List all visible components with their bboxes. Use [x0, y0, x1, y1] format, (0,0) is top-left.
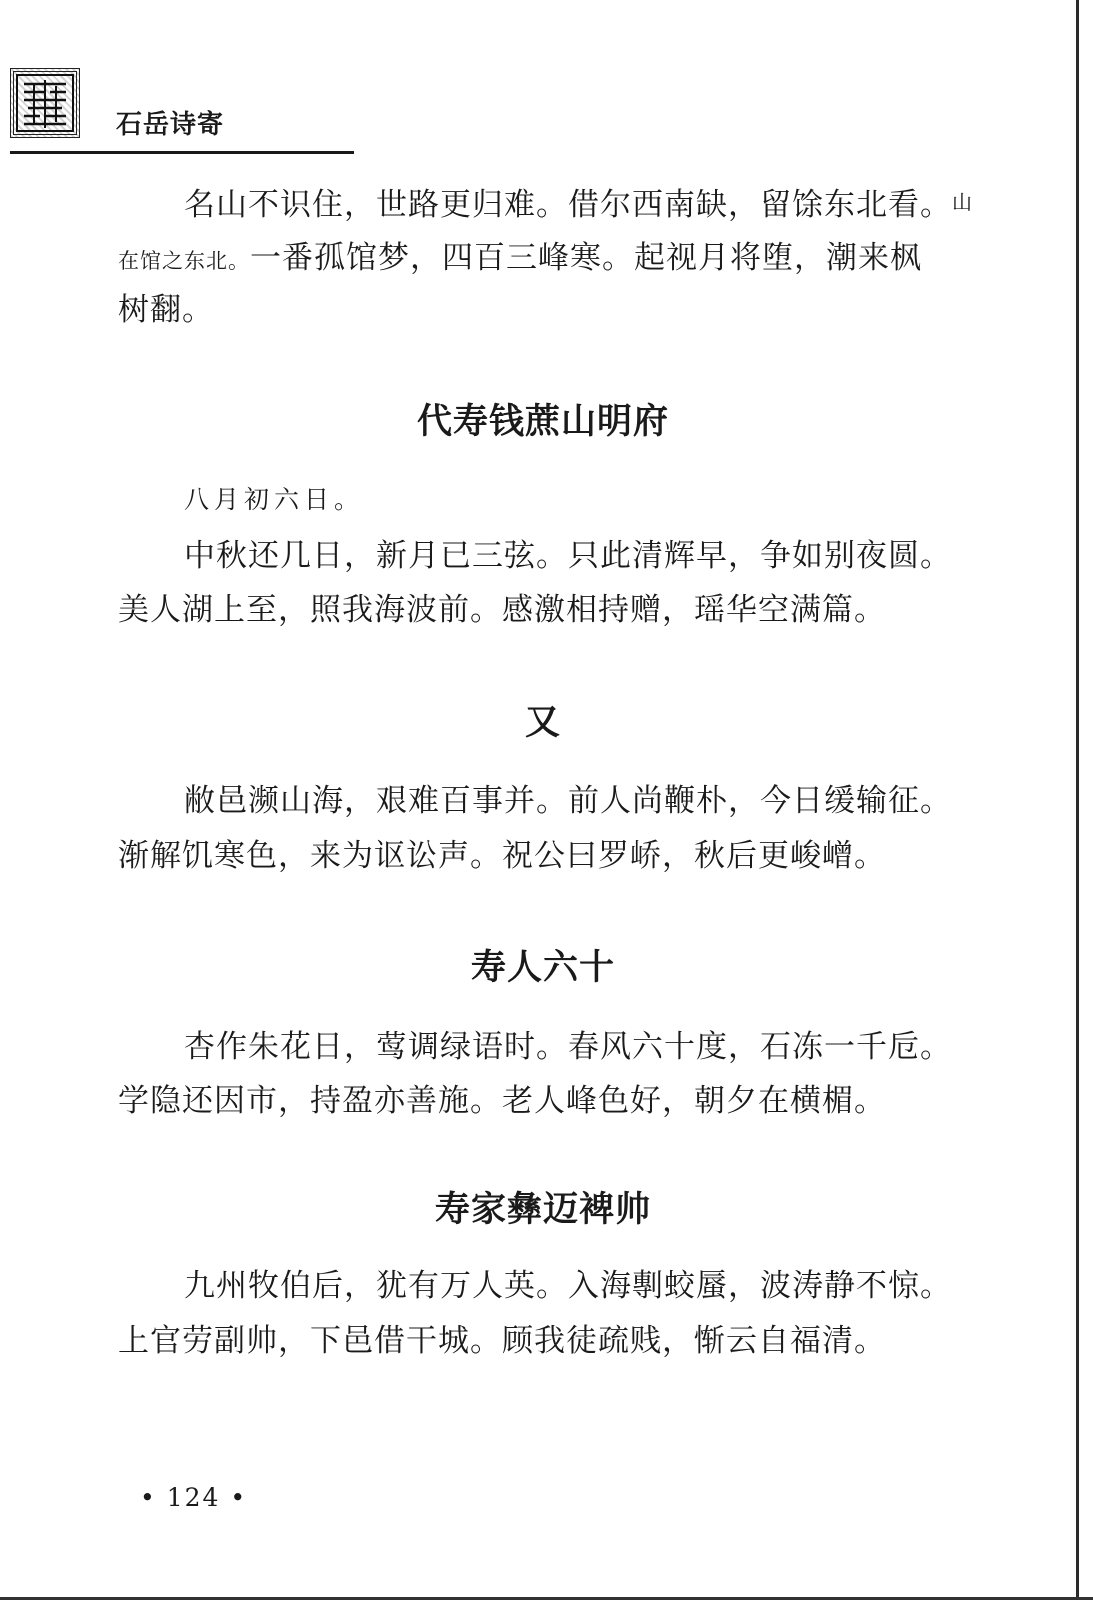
- poem2-line1: 中秋还几日，新月已三弦。只此清辉早，争如别夜圆。: [184, 538, 952, 574]
- poem1-line1-text: 名山不识住，世路更归难。借尔西南缺，留馀东北看。: [184, 187, 952, 223]
- poem2-title: 代寿钱蔗山明府: [416, 402, 669, 442]
- poem2-line2: 美人湖上至，照我海波前。感激相持赠，瑶华空满篇。: [118, 592, 886, 628]
- poem1-line1: [184, 182, 973, 225]
- poem3-title: 又: [524, 703, 561, 743]
- poem4-title: 寿人六十: [470, 948, 615, 988]
- poem3-line2: 渐解饥寒色，来为讴讼声。祝公曰罗峤，秋后更峻嶒。: [118, 838, 886, 874]
- poem1-note-b: 在馆之东北。: [118, 249, 250, 273]
- running-head-title: 石岳诗寄: [116, 110, 225, 140]
- poem3-line1: 敝邑濒山海，艰难百事并。前人尚鞭朴，今日缓输征。: [184, 783, 952, 819]
- poem1-note-a: 山: [952, 190, 973, 214]
- page-number: • 124 •: [140, 1483, 248, 1512]
- poem5-line1: 九州牧伯后，犹有万人英。入海剸蛟蜃，波涛静不惊。: [184, 1268, 952, 1304]
- poem4-line1: 杏作朱花日，莺调绿语时。春风六十度，石冻一千卮。: [184, 1029, 952, 1065]
- poem1-line2-text: 一番孤馆梦，四百三峰寒。起视月将堕，潮来枫: [250, 240, 922, 276]
- poem1-line3: 树翻。: [118, 292, 214, 328]
- page-edge-line: [1076, 0, 1079, 1600]
- seal-stamp-icon: [10, 68, 80, 138]
- poem5-line2: 上官劳副帅，下邑借干城。顾我徒疏贱，惭云自福清。: [118, 1323, 886, 1359]
- poem4-line2: 学隐还因市，持盈亦善施。老人峰色好，朝夕在横楣。: [118, 1083, 886, 1119]
- poem2-date: 八月初六日。: [184, 485, 365, 514]
- poem1-line2: [118, 238, 968, 281]
- header-rule: [10, 151, 354, 154]
- poem5-title: 寿家彝迈裨帅: [434, 1190, 651, 1230]
